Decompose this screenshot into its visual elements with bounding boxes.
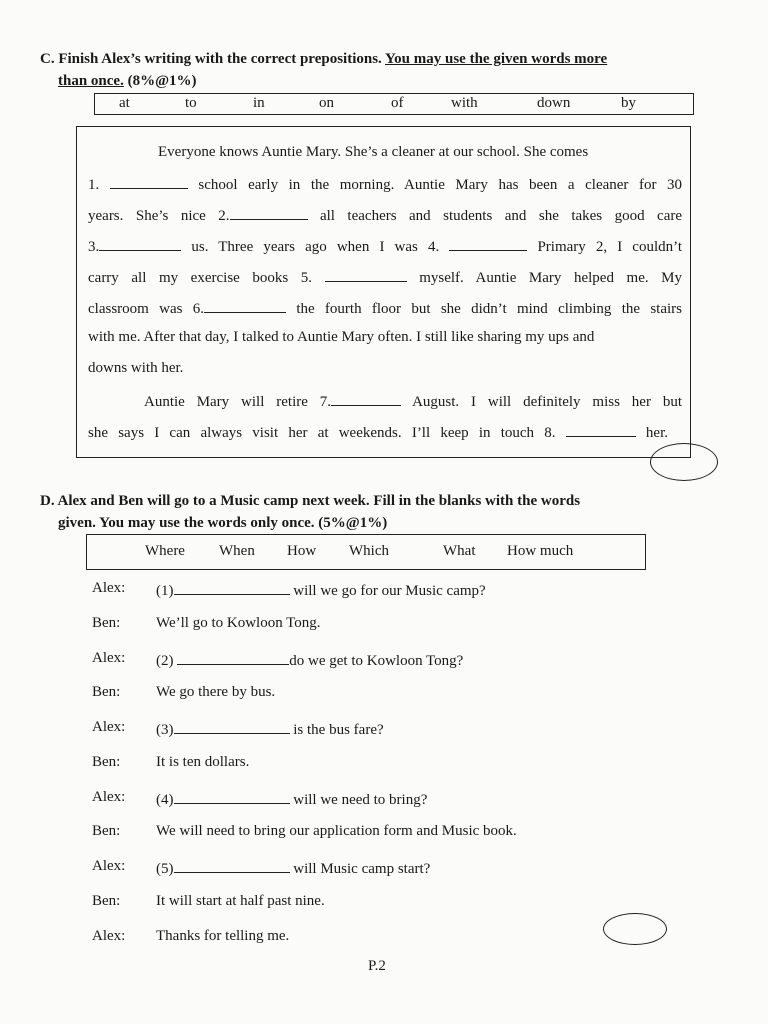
blank-2[interactable] (230, 205, 308, 220)
speaker-label: Alex: (92, 719, 126, 735)
score-oval-d[interactable] (603, 913, 667, 945)
passage-text: carry all my exercise books 5. (88, 270, 313, 286)
passage-line-7: with me. After that day, I talked to Auntie Mary often. I still like sharing my ups and (88, 329, 595, 345)
word-of: of (391, 95, 404, 111)
section-c-word-box (94, 93, 694, 115)
section-d-heading-line2: given. You may use the words only once. (5%@1%) (58, 515, 388, 531)
blank-5[interactable] (325, 267, 407, 282)
section-d-word-box (86, 534, 646, 570)
passage-line-8: downs with her. (88, 360, 184, 376)
blank-d1[interactable] (174, 580, 290, 595)
question-number: (2) (156, 653, 174, 669)
word-how: How (287, 543, 317, 559)
dialogue-line-6: It is ten dollars. (156, 754, 250, 770)
blank-8[interactable] (566, 422, 636, 437)
question-number: (5) (156, 861, 174, 877)
dialogue-line-4: We go there by bus. (156, 684, 276, 700)
speaker-label: Ben: (92, 615, 121, 631)
speaker-label: Ben: (92, 684, 121, 700)
blank-6[interactable] (204, 298, 286, 313)
blank-1[interactable] (110, 174, 188, 189)
dialogue-line-2: We’ll go to Kowloon Tong. (156, 615, 321, 631)
section-d-heading (40, 490, 740, 534)
word-at: at (119, 95, 130, 111)
word-by: by (621, 95, 636, 111)
dialogue-text: do we get to Kowloon Tong? (289, 653, 464, 669)
blank-d3[interactable] (174, 719, 290, 734)
score-oval-c[interactable] (650, 443, 718, 481)
dialogue-line-1 (156, 580, 486, 600)
passage-text: August. I will definitely miss her but (412, 394, 682, 410)
dialogue-text: will Music camp start? (293, 861, 431, 877)
section-d-heading-line1: D. Alex and Ben will go to a Music camp next week. Fill in the blanks with the words (40, 493, 581, 509)
dialogue-line-3 (156, 650, 463, 670)
section-c-heading (40, 48, 730, 92)
page-number: P.2 (368, 958, 386, 974)
word-on: on (319, 95, 334, 111)
speaker-label: Ben: (92, 823, 121, 839)
passage-box (76, 126, 691, 458)
speaker-label: Alex: (92, 580, 126, 596)
passage-text: her. (645, 425, 668, 441)
blank-number-1: 1. (88, 177, 100, 193)
speaker-label: Alex: (92, 789, 126, 805)
word-which: Which (349, 543, 389, 559)
blank-d5[interactable] (174, 858, 290, 873)
speaker-label: Ben: (92, 893, 121, 909)
passage-text: classroom was 6. (88, 301, 204, 317)
question-number: (3) (156, 722, 174, 738)
speaker-label: Alex: (92, 650, 126, 666)
dialogue-text: will we need to bring? (293, 792, 428, 808)
word-how-much: How much (507, 543, 574, 559)
question-number: (4) (156, 792, 174, 808)
passage-line-10 (88, 422, 668, 442)
question-number: (1) (156, 583, 174, 599)
speaker-label: Alex: (92, 858, 126, 874)
blank-7[interactable] (331, 391, 401, 406)
dialogue-line-11: Thanks for telling me. (156, 928, 290, 944)
word-to: to (185, 95, 197, 111)
dialogue-text: is the bus fare? (293, 722, 384, 738)
speaker-label: Ben: (92, 754, 121, 770)
word-with: with (451, 95, 478, 111)
dialogue-text: will we go for our Music camp? (293, 583, 486, 599)
word-when: When (219, 543, 255, 559)
passage-line-6 (88, 298, 682, 318)
passage-text: years. She’s nice 2. (88, 208, 230, 224)
passage-line-4 (88, 236, 682, 256)
passage-line-5 (88, 267, 682, 287)
dialogue-line-7 (156, 789, 427, 809)
word-in: in (253, 95, 265, 111)
passage-text: us. Three years ago when I was 4. (191, 239, 440, 255)
passage-text: she says I can always visit her at weekends. I’ll keep in touch 8. (88, 425, 556, 441)
section-c-heading-underlined: You may use the given words more (385, 51, 608, 67)
word-down: down (537, 95, 571, 111)
passage-text: myself. Auntie Mary helped me. My (419, 270, 683, 286)
passage-line-3 (88, 205, 682, 225)
speaker-label: Alex: (92, 928, 126, 944)
passage-text: Primary 2, I couldn’t (537, 239, 683, 255)
word-what: What (443, 543, 476, 559)
passage-text: the fourth floor but she didn’t mind climbing the stairs (296, 301, 683, 317)
blank-3[interactable] (99, 236, 181, 251)
section-c-heading-line2: than once. (58, 73, 124, 89)
dialogue-line-9 (156, 858, 430, 878)
word-where: Where (145, 543, 185, 559)
dialogue-line-8: We will need to bring our application form and Music book. (156, 823, 517, 839)
blank-4[interactable] (449, 236, 527, 251)
passage-text: 3. (88, 239, 100, 255)
section-c-heading-text: C. Finish Alex’s writing with the correct prepositions. (40, 51, 385, 67)
passage-line-9 (88, 391, 682, 411)
passage-text: Auntie Mary will retire 7. (144, 394, 332, 410)
passage-line-2 (88, 174, 682, 194)
blank-d2[interactable] (177, 650, 289, 665)
dialogue-line-10: It will start at half past nine. (156, 893, 325, 909)
passage-line-1: Everyone knows Auntie Mary. She’s a cleaner at our school. She comes (158, 144, 589, 160)
passage-text: school early in the morning. Auntie Mary has been a cleaner for 30 (198, 177, 683, 193)
section-c-marks: (8%@1%) (123, 73, 197, 89)
blank-d4[interactable] (174, 789, 290, 804)
dialogue-line-5 (156, 719, 384, 739)
passage-text: all teachers and students and she takes good care (319, 208, 683, 224)
